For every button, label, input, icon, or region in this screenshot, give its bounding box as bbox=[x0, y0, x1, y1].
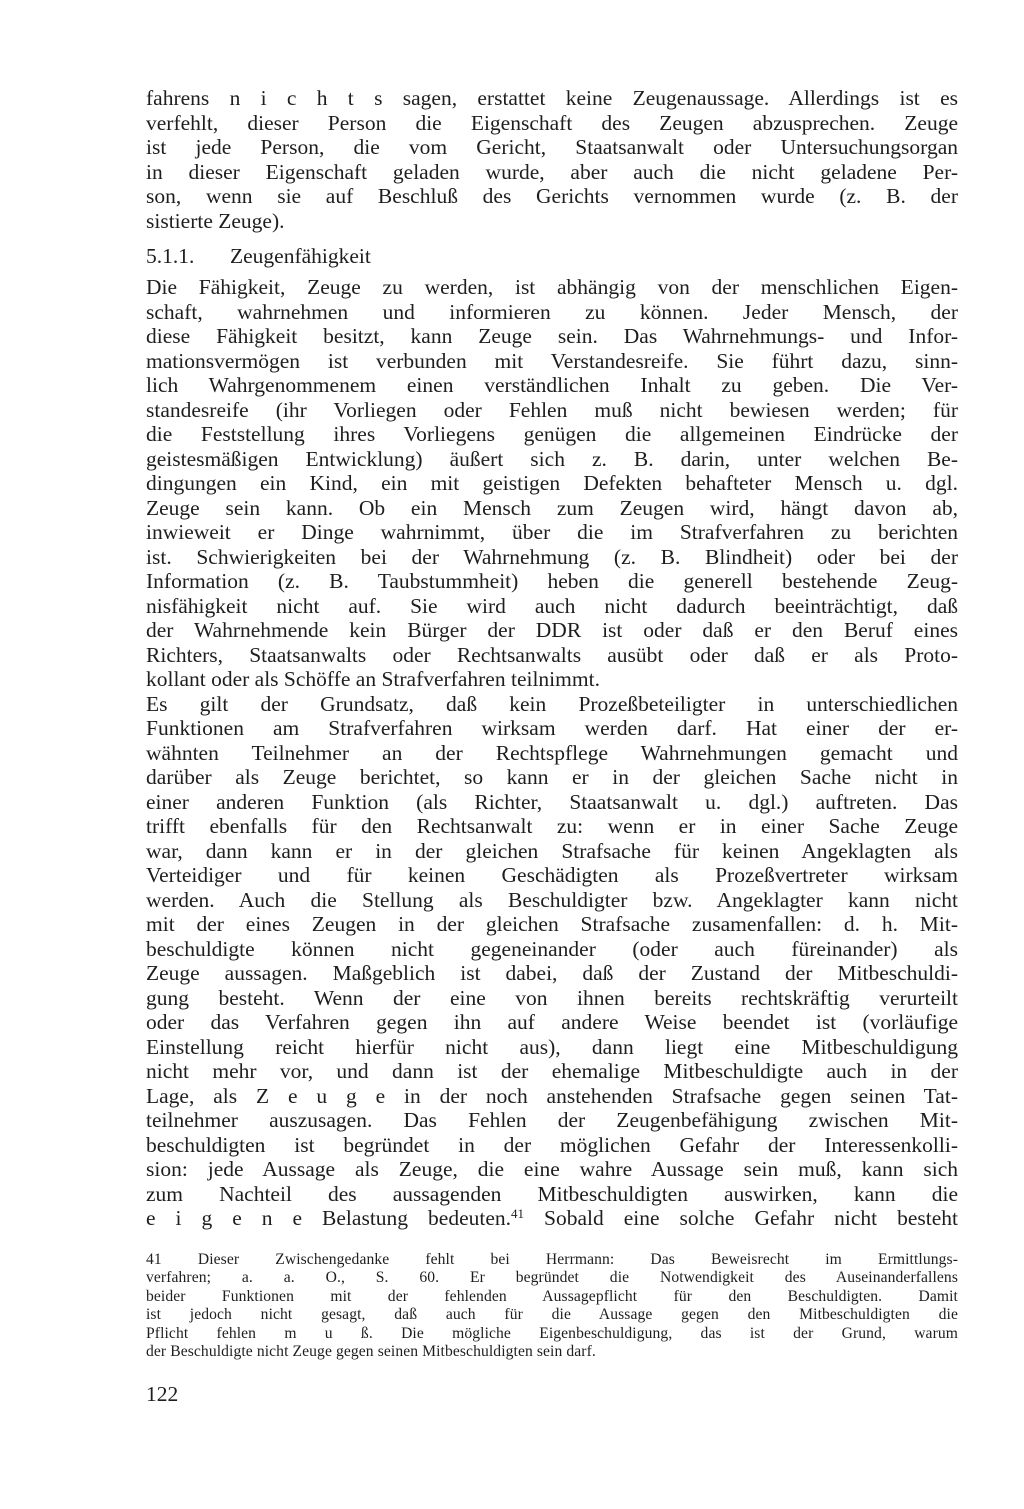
text-line: Zeuge aussagen. Maßgeblich ist dabei, daß der Zustand der Mitbeschuldi- bbox=[146, 961, 958, 985]
text-line: geistesmäßigen Entwicklung) äußert sich z. B. darin, unter welchen Be- bbox=[146, 446, 958, 471]
text-fragment: e i g e n e Belastung bedeuten. bbox=[146, 1206, 512, 1230]
text-line: mationsvermögen ist verbunden mit Verstandesreife. Sie führt dazu, sinn- bbox=[146, 348, 958, 373]
text-line: Zeuge sein kann. Ob ein Mensch zum Zeugen wird, hängt davon ab, bbox=[146, 495, 958, 520]
section-title: Zeugenfähigkeit bbox=[230, 244, 371, 268]
footnote-line: 41 Dieser Zwischengedanke fehlt bei Herrmann: Das Beweisrecht im Ermittlungs- bbox=[146, 1251, 958, 1268]
footnote-line: ist jedoch nicht gesagt, daß auch für die Aussage gegen den Mitbeschuldigten die bbox=[146, 1306, 958, 1324]
text-line: die Feststellung ihres Vorliegens genügen die allgemeinen Eindrücke der bbox=[146, 422, 958, 446]
text-line: dingungen ein Kind, ein mit geistigen Defekten behafteter Mensch u. dgl. bbox=[146, 471, 958, 495]
text-line: trifft ebenfalls für den Rechtsanwalt zu: wenn er in einer Sache Zeuge bbox=[146, 814, 958, 838]
text-line: kollant oder als Schöffe an Strafverfahren teilnimmt. bbox=[146, 667, 600, 691]
text-line: mit der eines Zeugen in der gleichen Strafsache zusamenfallen: d. h. Mit- bbox=[146, 912, 958, 936]
text-line: fahrens n i c h t s sagen, erstattet keine Zeugenaussage. Allerdings ist es bbox=[146, 86, 958, 110]
text-line: Die Fähigkeit, Zeuge zu werden, ist abhängig von der menschlichen Eigen- bbox=[146, 275, 958, 299]
text-line: einer anderen Funktion (als Richter, Staatsanwalt u. dgl.) auftreten. Das bbox=[146, 789, 958, 814]
text-line: ist. Schwierigkeiten bei der Wahrnehmung (z. B. Blindheit) oder bei der bbox=[146, 544, 958, 569]
text-line: lich Wahrgenommenem einen verständlichen Inhalt zu geben. Die Ver- bbox=[146, 373, 958, 397]
text-line: der Wahrnehmende kein Bürger der DDR ist oder daß er den Beruf eines bbox=[146, 618, 958, 642]
page-number: 122 bbox=[146, 1382, 179, 1406]
text-line: oder das Verfahren gegen ihn auf andere Weise beendet ist (vorläufige bbox=[146, 1010, 958, 1034]
section-number: 5.1.1. bbox=[146, 244, 195, 268]
text-fragment: Sobald eine solche Gefahr nicht besteht bbox=[524, 1206, 958, 1230]
footnote-41 bbox=[146, 1251, 958, 1361]
text-line: beschuldigte können nicht gegeneinander (oder auch füreinander) als bbox=[146, 936, 958, 961]
text-line: son, wenn sie auf Beschluß des Gerichts vernommen wurde (z. B. der bbox=[146, 184, 958, 208]
text-line: Es gilt der Grundsatz, daß kein Prozeßbeteiligter in unterschiedlichen bbox=[146, 691, 958, 716]
text-line: gung besteht. Wenn der eine von ihnen bereits rechtskräftig verurteilt bbox=[146, 985, 958, 1010]
text-line: Richters, Staatsanwalts oder Rechtsanwalts ausübt oder daß er als Proto- bbox=[146, 642, 958, 667]
intro-paragraph bbox=[146, 86, 958, 233]
text-line: standesreife (ihr Vorliegen oder Fehlen muß nicht bewiesen werden; für bbox=[146, 397, 958, 422]
text-line: wähnten Teilnehmer an der Rechtspflege Wahrnehmungen gemacht und bbox=[146, 740, 958, 765]
footnote-reference[interactable]: 41 bbox=[511, 1206, 525, 1221]
paragraph-zeugenfaehigkeit bbox=[146, 275, 958, 1231]
text-line: darüber als Zeuge berichtet, so kann er in der gleichen Sache nicht in bbox=[146, 765, 958, 789]
text-line: war, dann kann er in der gleichen Strafsache für keinen Angeklagten als bbox=[146, 838, 958, 863]
text-line: Funktionen am Strafverfahren wirksam werden darf. Hat einer der er- bbox=[146, 716, 958, 740]
text-line: teilnehmer auszusagen. Das Fehlen der Zeugenbefähigung zwischen Mit- bbox=[146, 1108, 958, 1132]
text-line: Verteidiger und für keinen Geschädigten als Prozeßvertreter wirksam bbox=[146, 863, 958, 887]
text-line: beschuldigten ist begründet in der möglichen Gefahr der Interessenkolli- bbox=[146, 1132, 958, 1157]
text-line: Information (z. B. Taubstummheit) heben die generell bestehende Zeug- bbox=[146, 569, 958, 593]
text-line: diese Fähigkeit besitzt, kann Zeuge sein. Das Wahrnehmungs- und Infor- bbox=[146, 324, 958, 348]
footnote-line: verfahren; a. a. O., S. 60. Er begründet die Notwendigkeit des Auseinanderfallens bbox=[146, 1269, 958, 1287]
text-line: werden. Auch die Stellung als Beschuldigter bzw. Angeklagter kann nicht bbox=[146, 887, 958, 912]
text-line: nicht mehr vor, und dann ist der ehemalige Mitbeschuldigte auch in der bbox=[146, 1059, 958, 1083]
text-line: sistierte Zeuge). bbox=[146, 208, 285, 233]
footnote-line: beider Funktionen mit der fehlenden Aussagepflicht für den Beschuldigten. Damit bbox=[146, 1287, 958, 1305]
text-line: sion: jede Aussage als Zeuge, die eine wahre Aussage sein muß, kann sich bbox=[146, 1157, 958, 1181]
text-line: zum Nachteil des aussagenden Mitbeschuldigten auswirken, kann die bbox=[146, 1181, 958, 1206]
text-line: Lage, als Z e u g e in der noch anstehenden Strafsache gegen seinen Tat- bbox=[146, 1083, 958, 1108]
footnote-line: Pflicht fehlen m u ß. Die mögliche Eigenbeschuldigung, das ist der Grund, warum bbox=[146, 1324, 958, 1342]
section-heading bbox=[146, 244, 371, 269]
text-line: verfehlt, dieser Person die Eigenschaft des Zeugen abzusprechen. Zeuge bbox=[146, 110, 958, 135]
text-line: inwieweit er Dinge wahrnimmt, über die im Strafverfahren zu berichten bbox=[146, 520, 958, 544]
text-line: Einstellung reicht hierfür nicht aus), dann liegt eine Mitbeschuldigung bbox=[146, 1034, 958, 1059]
text-line: ist jede Person, die vom Gericht, Staatsanwalt oder Untersuchungsorgan bbox=[146, 135, 958, 159]
text-line: schaft, wahrnehmen und informieren zu können. Jeder Mensch, der bbox=[146, 299, 958, 324]
text-line-with-footnote bbox=[146, 1206, 958, 1231]
text-line: in dieser Eigenschaft geladen wurde, aber auch die nicht geladene Per- bbox=[146, 159, 958, 184]
footnote-line: der Beschuldigte nicht Zeuge gegen seinen Mitbeschuldigten sein darf. bbox=[146, 1342, 596, 1360]
text-line: nisfähigkeit nicht auf. Sie wird auch nicht dadurch beeinträchtigt, daß bbox=[146, 593, 958, 618]
